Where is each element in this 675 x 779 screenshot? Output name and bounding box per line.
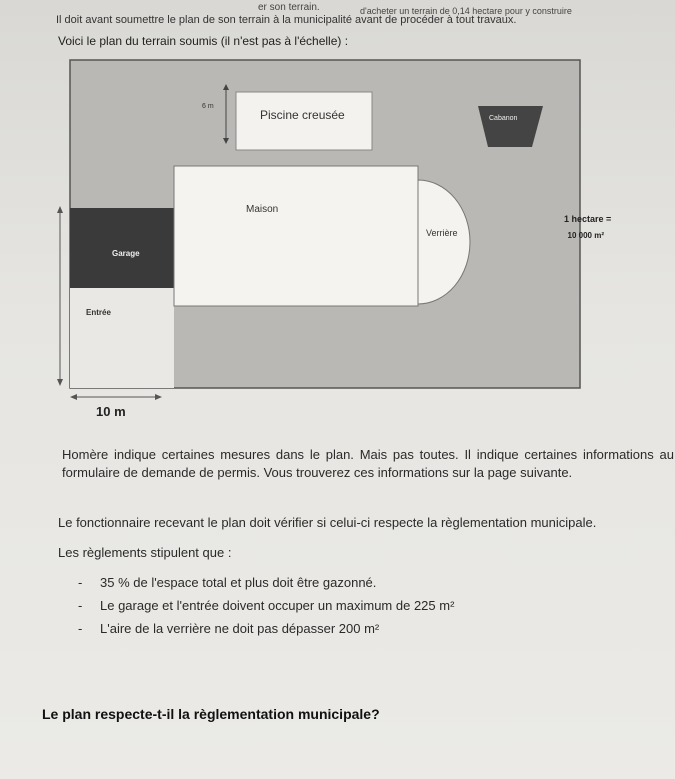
entrance — [70, 288, 174, 388]
rules-list — [72, 575, 454, 644]
rule-item: - Le garage et l'entrée doivent occuper un maximum de 225 m² — [72, 598, 454, 621]
hectare-note-line-1: 1 hectare = — [564, 214, 612, 224]
house-label: Maison — [246, 204, 279, 215]
shed-label: Cabanon — [489, 115, 518, 122]
paragraph-3: Les règlements stipulent que : — [58, 545, 232, 560]
height-arrow-bottom — [57, 379, 63, 386]
house — [174, 166, 418, 306]
rule-item: - 35 % de l'espace total et plus doit être gazonné. — [72, 575, 454, 598]
garage — [70, 208, 174, 288]
shed — [478, 106, 543, 147]
entrance-label: Entrée — [86, 308, 111, 317]
garage-label: Garage — [112, 249, 140, 258]
hectare-note-line-2: 10 000 m² — [567, 231, 604, 240]
width-arrow-left — [70, 394, 77, 400]
header-line-3: Il doit avant soumettre le plan de son terrain à la municipalité avant de procéder à tout travaux. — [56, 14, 517, 26]
rule-item: - L'aire de la verrière ne doit pas dépasser 200 m² — [72, 621, 454, 644]
header-line-1: er son terrain. — [258, 2, 320, 13]
width-arrow-right — [155, 394, 162, 400]
paragraph-2: Le fonctionnaire recevant le plan doit vérifier si celui-ci respecte la règlementation municipale. — [58, 515, 597, 530]
lot-plan — [40, 40, 612, 420]
paragraph-1: Homère indique certaines mesures dans le plan. Mais pas toutes. Il indique certaines informations au formulaire de demande de permis. Vous trouverez ces informations sur la page suivante. — [62, 447, 674, 480]
pool-width-label: 6 m — [202, 103, 214, 110]
question: Le plan respecte-t-il la règlementation municipale? — [42, 706, 380, 722]
sunroom-label: Verrière — [426, 228, 458, 238]
width-label: 10 m — [96, 404, 126, 419]
pool-label: Piscine creusée — [260, 108, 345, 122]
height-arrow-top — [57, 206, 63, 213]
header-line-2: d'acheter un terrain de 0,14 hectare pour y construire — [360, 6, 572, 16]
header-line-4: Voici le plan du terrain soumis (il n'est pas à l'échelle) : — [58, 34, 349, 48]
